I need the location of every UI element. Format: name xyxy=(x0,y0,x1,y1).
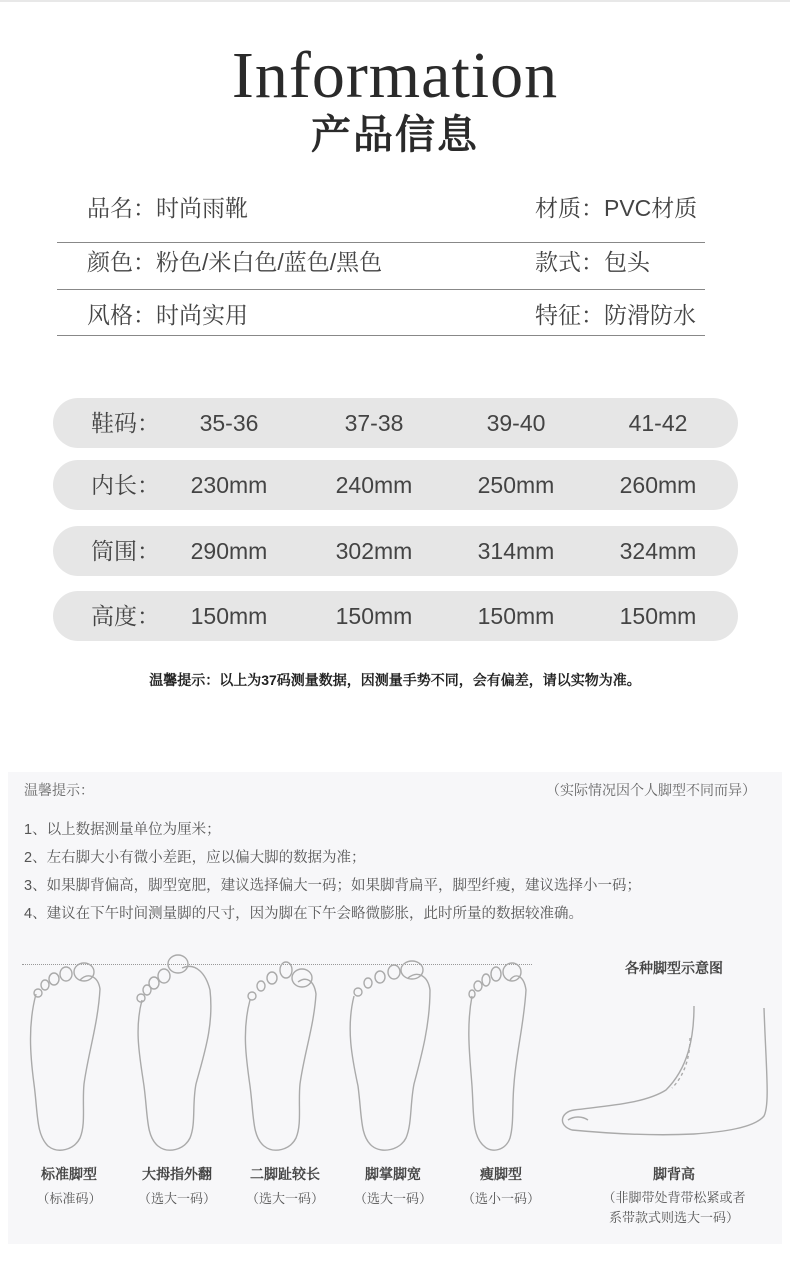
info-fashion: 风格：时尚实用 xyxy=(87,302,248,328)
slim-foot-icon xyxy=(450,954,550,1154)
size-cell: 230mm xyxy=(190,472,268,498)
list-item: 3、如果脚背偏高，脚型宽肥，建议选择偏大一码；如果脚背扁平，脚型纤瘦，建议选择小一码； xyxy=(24,878,642,894)
info-row xyxy=(57,190,705,226)
foot-type-advice: 系带款式则选大一码） xyxy=(608,1210,739,1225)
size-cell: 302mm xyxy=(335,538,413,564)
divider xyxy=(57,289,705,290)
info-product-name: 品名：时尚雨靴 xyxy=(87,195,248,221)
size-cell: 150mm xyxy=(619,603,697,629)
size-cell: 39-40 xyxy=(486,410,546,436)
foot-type-advice: （标准码） xyxy=(36,1191,102,1206)
info-feature: 特征：防滑防水 xyxy=(535,302,696,328)
standard-foot-icon xyxy=(18,954,118,1154)
page-title-en: Information xyxy=(231,39,559,112)
size-cell: 240mm xyxy=(335,472,413,498)
size-cell: 35-36 xyxy=(199,410,259,436)
size-row-height xyxy=(53,591,738,641)
list-item: 1、以上数据测量单位为厘米； xyxy=(24,822,221,838)
size-cell: 314mm xyxy=(477,538,555,564)
size-cell: 150mm xyxy=(190,603,268,629)
notes-list xyxy=(24,816,641,928)
foot-type-advice: （选小一码） xyxy=(461,1191,540,1206)
size-row-label: 筒围： xyxy=(91,538,160,564)
foot-type-name: 大拇指外翻 xyxy=(142,1166,212,1182)
page-title-cn: 产品信息 xyxy=(311,111,479,158)
wide-foot-icon xyxy=(342,954,442,1154)
notes-panel xyxy=(8,772,782,1244)
size-cell: 41-42 xyxy=(628,410,688,436)
size-row-label: 鞋码： xyxy=(91,410,160,436)
long-second-toe-foot-icon xyxy=(234,954,334,1154)
foot-type-advice: （非脚带处背带松紧或者 xyxy=(602,1190,746,1205)
info-row xyxy=(57,244,705,280)
info-row xyxy=(57,297,705,333)
measurement-tip: 温馨提示：以上为37码测量数据，因测量手势不同，会有偏差，请以实物为准。 xyxy=(149,672,641,688)
size-cell: 150mm xyxy=(335,603,413,629)
size-row-circumference xyxy=(53,526,738,576)
foot-type-name: 脚掌脚宽 xyxy=(365,1166,421,1182)
foot-types-title: 各种脚型示意图 xyxy=(625,960,723,976)
list-item: 4、建议在下午时间测量脚的尺寸，因为脚在下午会略微膨胀，此时所量的数据较准确。 xyxy=(24,906,584,922)
foot-type-advice: （选大一码） xyxy=(137,1191,216,1206)
bunion-foot-icon xyxy=(126,954,226,1154)
notes-heading: 温馨提示： xyxy=(24,782,94,798)
divider xyxy=(57,335,705,336)
info-style: 款式：包头 xyxy=(535,249,650,275)
size-cell: 260mm xyxy=(619,472,697,498)
size-row-label: 高度： xyxy=(91,603,160,629)
size-cell: 37-38 xyxy=(344,410,404,436)
foot-type-name: 二脚趾较长 xyxy=(250,1166,320,1182)
info-colors: 颜色：粉色/米白色/蓝色/黑色 xyxy=(87,249,383,275)
foot-type-advice: （选大一码） xyxy=(245,1191,324,1206)
size-row-label: 内长： xyxy=(91,472,160,498)
notes-side-note: （实际情况因个人脚型不同而异） xyxy=(546,782,756,798)
high-instep-foot-icon xyxy=(554,998,774,1148)
info-material: 材质：PVC材质 xyxy=(535,195,698,221)
size-row-shoe-size xyxy=(53,398,738,448)
foot-type-advice: （选大一码） xyxy=(353,1191,432,1206)
list-item: 2、左右脚大小有微小差距，应以偏大脚的数据为准； xyxy=(24,850,366,866)
foot-type-name: 标准脚型 xyxy=(41,1166,97,1182)
size-cell: 324mm xyxy=(619,538,697,564)
foot-type-name: 瘦脚型 xyxy=(480,1166,522,1182)
size-cell: 290mm xyxy=(190,538,268,564)
foot-type-name: 脚背高 xyxy=(653,1166,695,1182)
size-cell: 250mm xyxy=(477,472,555,498)
size-row-inner-length xyxy=(53,460,738,510)
top-divider xyxy=(0,0,790,2)
size-cell: 150mm xyxy=(477,603,555,629)
divider xyxy=(57,242,705,243)
